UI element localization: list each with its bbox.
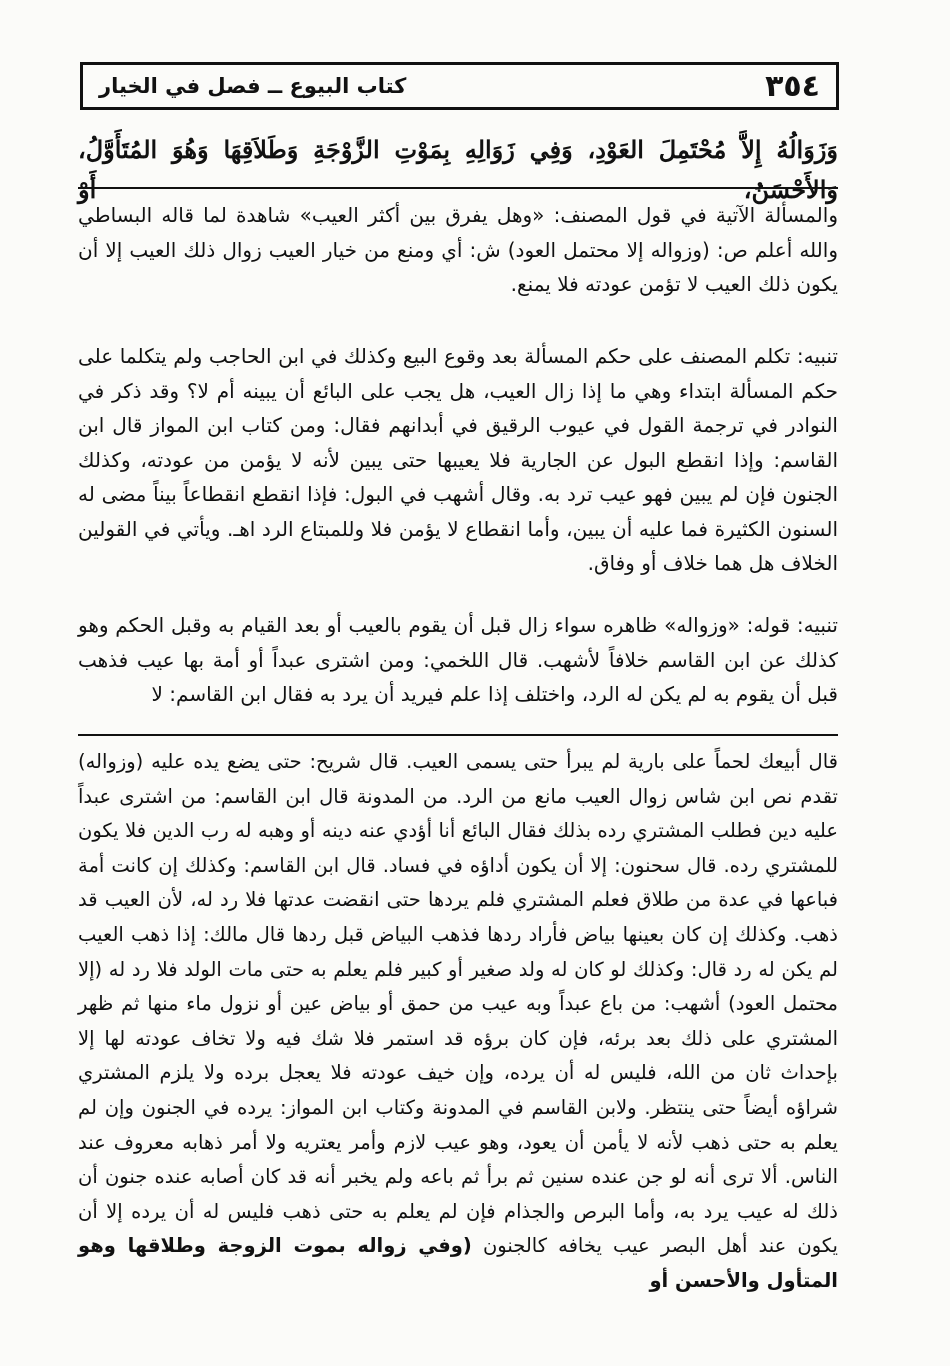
matn-divider — [78, 187, 838, 189]
commentary-paragraph-3: تنبيه: قوله: «وزواله» ظاهره سواء زال قبل أن يقوم بالعيب أو بعد القيام به وقبل الحكم وهو كذلك عن ابن القاسم خلافاً لأشهب. قال اللخمي: ومن اشترى عبداً أو أمة بها عيب فذهب قبل أن يقوم به لم يكن له الرد، واختلف إذا علم فيريد أن يرد به فقال ابن القاسم: لا — [78, 613, 838, 706]
footnote-closing-matn: (وفي زواله بموت الزوجة وطلاقها وهو المتأول والأحسن أو — [78, 1234, 838, 1292]
commentary-paragraph-1: والمسألة الآتية في قول المصنف: «وهل يفرق بين أكثر العيب» شاهدة لما قاله البساطي والله أعلم ص: (وزواله إلا محتمل العود) ش: أي ومنع من خيار العيب زوال ذلك العيب إلا أن يكون ذلك العيب لا تؤمن عودته فلا يمنع. — [78, 203, 838, 296]
matn-text: وَزَوَالُهُ إِلاَّ مُحْتَمِلَ العَوْدِ، وَفِي زَوَالِهِ بِمَوْتِ الزَّوْجَةِ وَطَلاَقِهَا وَهُوَ المُتَأَوَّلُ، وَالأَحْسَنُ، أَوْ — [78, 135, 838, 204]
footnote-block — [78, 745, 838, 1299]
footnote-divider — [78, 734, 838, 736]
commentary-paragraph-2: تنبيه: تكلم المصنف على حكم المسألة بعد وقوع البيع وكذلك في ابن الحاجب ولم يتكلما على حكم المسألة ابتداء وهي ما إذا زال العيب، هل يجب على البائع أن يبينه أم لا؟ وقد ذكر في النوادر في ترجمة القول في عيوب الرقيق في أبدانهم فقال: ومن كتاب ابن المواز قال ابن القاسم: وإذا انقطع البول عن الجارية فلا يعيبها حتى يبين لأنه لا يؤمن من عودته، وكذلك الجنون فإن لم يبين فهو عيب ترد به. وقال أشهب في البول: فإذا انقطع انقطاعاً بيناً مضى له السنون الكثيرة فما عليه أن يبين، وأما انقطاع لا يؤمن فلا وللمبتاع الرد اهـ. ويأتي في القولين الخلاف هل هما خلاف أو وفاق. — [78, 344, 838, 575]
running-title: كتاب البيوع ــ فصل في الخيار — [99, 74, 407, 98]
page-header — [80, 62, 839, 110]
page-number: ٣٥٤ — [765, 68, 820, 104]
footnote-text: قال أبيعك لحماً على بارية لم يبرأ حتى يسمى العيب. قال شريح: حتى يضع يده عليه (وزواله) تقدم نص ابن شاس زوال العيب مانع من الرد. من المدونة قال ابن القاسم: من اشترى عبداً عليه دين فطلب المشتري رده بذلك فقال البائع أنا أؤدي عنه دينه أو وهبه له رب الدين فلا يكون للمشتري رده. قال سحنون: إلا أن يكون أداؤه في فساد. قال ابن القاسم: وكذلك إن كانت أمة فباعها في عدة من طلاق فعلم المشتري فلم يردها حتى انقضت عدتها فلا رد له، لأن العيب قد ذهب. وكذلك إن كان بعينها بياض فأراد ردها فذهب البياض قبل ردها قال مالك: إذا ذهب العيب لم يكن له رد قال: وكذلك لو كان له ولد صغير أو كبير فلم يعلم به حتى مات الولد فلا رد له (إلا محتمل العود) أشهب: من باع عبداً وبه عيب من حمق أو بياض عين أو نزول ماء منها ثم ظهر المشتري على ذلك بعد برئه، فإن كان برؤه قد استمر فلا شك فيه ولا تخاف عودته لها إلا بإحداث ثان من الله، فليس له أن يرده، وإن خيف عودته فلا يعجل برده ولا يلزم المشتري شراؤه أيضاً حتى ينتظر. ولابن القاسم في المدونة وكتاب ابن المواز: يرده في الجنون وإن لم يعلم به حتى ذهب لأنه لا يأمن أن يعود، وهو عيب لازم وأمر يعتريه ولا أمر ذهابه معروف عند الناس. ألا ترى أنه لو جن عنده سنين ثم برأ ثم باعه ولم يخبر أنه قد كان أصابه عنده جنون أن ذلك له عيب يرد به، وأما البرص والجذام فإن لم يعلم به حتى ذهب فليس له أن يرده إلا أن يكون عند أهل البصر عيب يخافه كالجنون — [78, 750, 838, 1258]
